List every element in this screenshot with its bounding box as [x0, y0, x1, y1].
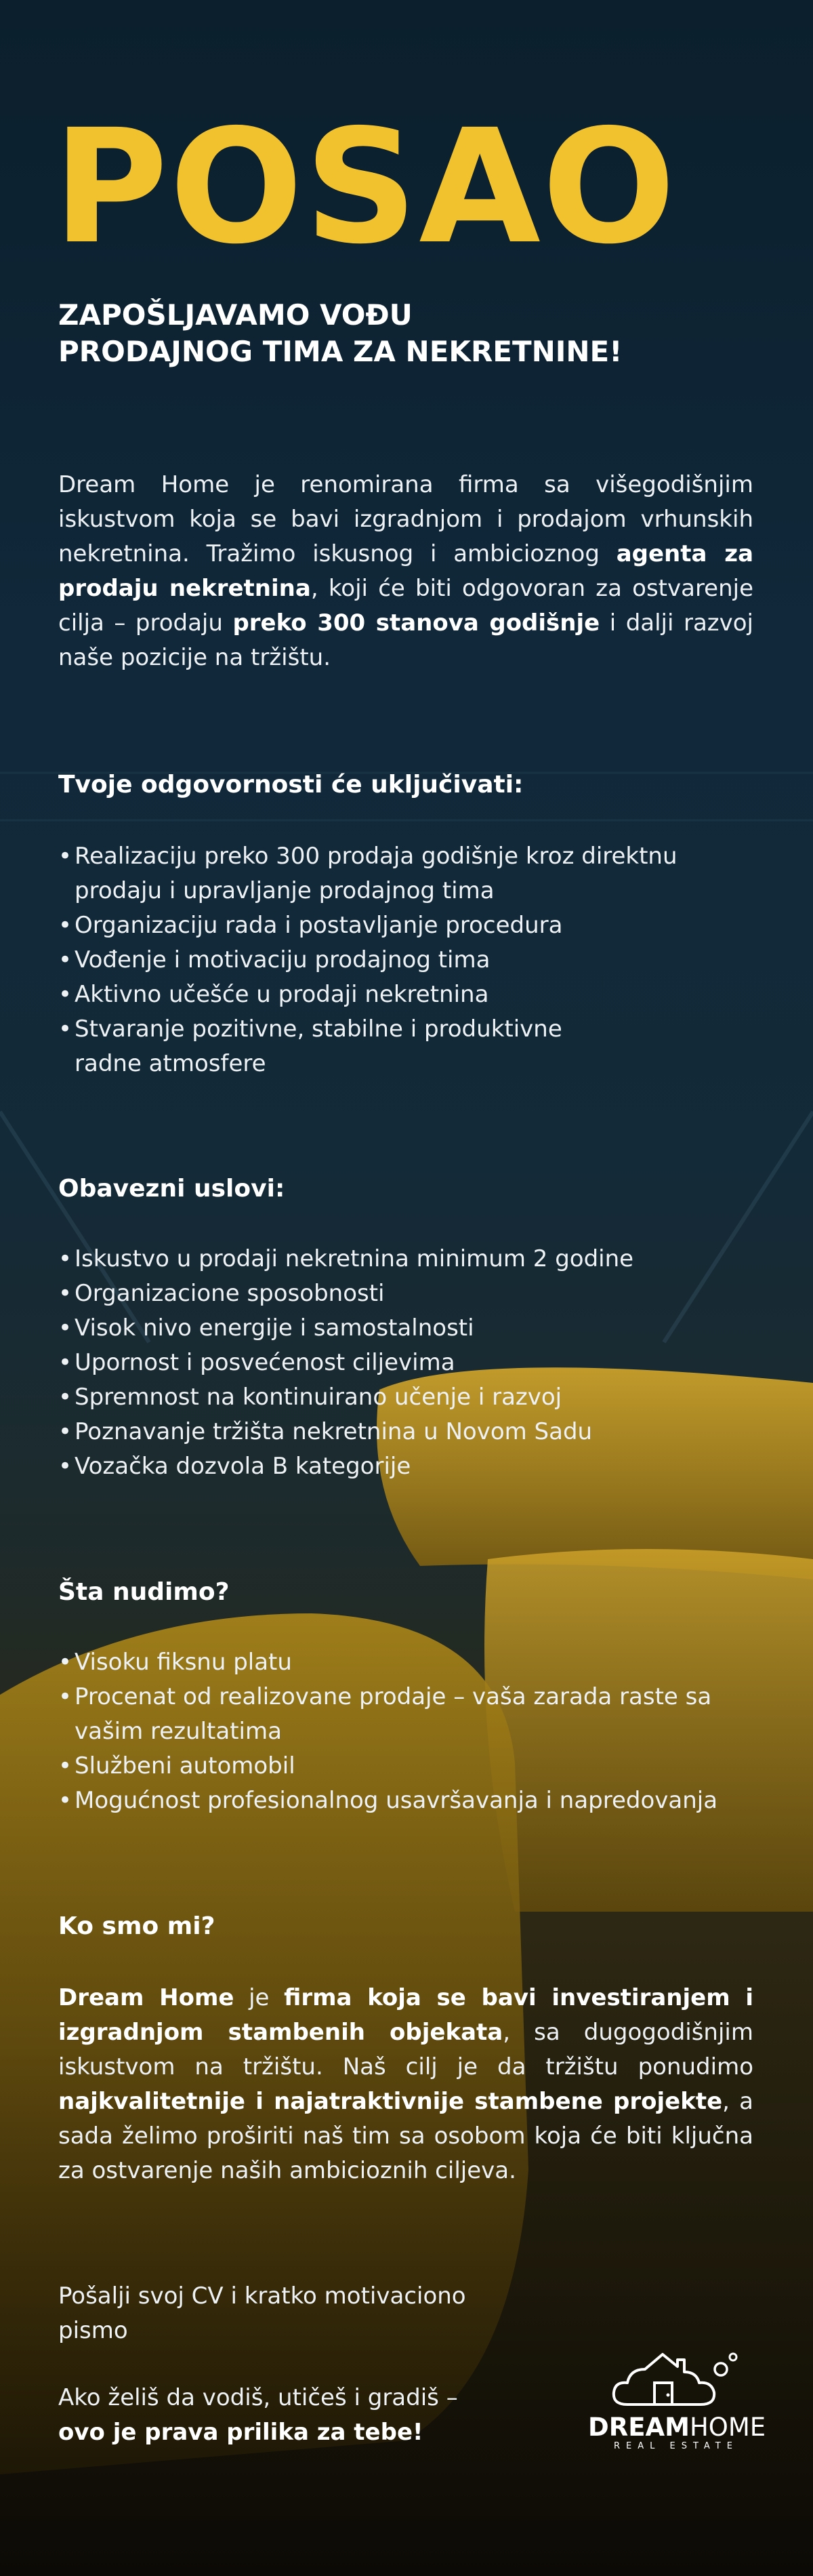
intro-text-3: i dalji razvoj naše pozicije na tržištu. [58, 609, 753, 671]
list-item: • Vozačka dozvola B kategorije [58, 1449, 776, 1484]
list-item: • Visok nivo energije i samostalnosti [58, 1311, 776, 1346]
closing-line: Ako želiš da vodiš, utičeš i gradiš – [58, 2384, 458, 2411]
intro-text-2: , koji će biti odgovoran za ostvarenje cilja – prodaju [58, 575, 754, 637]
house-cloud-icon [588, 2342, 764, 2413]
about-heading: Ko smo mi? [58, 1912, 215, 1940]
about-text-3: , a sada želimo proširiti naš tim sa osobom koja će biti ključna za ostvarenje naših ambicioznih ciljeva. [58, 2088, 754, 2184]
intro-text-1: Dream Home je renomirana firma sa višegodišnjim iskustvom koja se bavi izgradnjom i prodajom vrhunskih nekretnina. Tražimo iskusnog i ambicioznog [58, 471, 753, 567]
logo-wordmark [588, 2414, 764, 2441]
list-item: • Mogućnost profesionalnog usavršavanja i napredovanja [58, 1784, 776, 1818]
requirements-list [58, 1242, 776, 1484]
intro-bold-1: agenta za prodaju nekretnina [58, 540, 754, 602]
list-item: • Organizacione sposobnosti [58, 1276, 776, 1311]
intro-bold-2: preko 300 stanova godišnje [232, 609, 600, 637]
logo-word-home: HOME [689, 2413, 766, 2442]
about-bold-2: firma koja se bavi investiranjem i izgradnjom stambenih objekata [58, 1984, 754, 2046]
list-item: • Aktivno učešće u prodaji nekretnina [58, 978, 722, 1012]
list-item: • Stvaranje pozitivne, stabilne i produktivne radne atmosfere [58, 1012, 614, 1081]
closing-text [58, 2381, 492, 2450]
intro-paragraph [58, 468, 753, 675]
list-item: • Spremnost na kontinuirano učenje i razvoj [58, 1380, 776, 1415]
about-paragraph [58, 1981, 753, 2188]
page-title: POSAO [53, 96, 678, 279]
offer-heading: Šta nudimo? [58, 1578, 230, 1606]
list-item: • Procenat od realizovane prodaje – vaša zarada raste sa vašim rezultatima [58, 1680, 776, 1749]
logo-word-dream: DREAM [588, 2413, 690, 2442]
list-item: • Službeni automobil [58, 1749, 776, 1784]
list-item: • Upornost i posvećenost ciljevima [58, 1346, 776, 1380]
about-text-1: je [234, 1984, 285, 2011]
page-subtitle [58, 297, 736, 370]
responsibilities-list [58, 839, 722, 1081]
cv-instruction: Pošalji svoj CV i kratko motivaciono pismo [58, 2282, 466, 2344]
list-item: • Poznavanje tržišta nekretnina u Novom Sadu [58, 1415, 776, 1449]
subtitle-line-2: PRODAJNOG TIMA ZA NEKRETNINE! [58, 335, 623, 368]
about-bold-1: Dream Home [58, 1984, 234, 2011]
dream-home-logo [588, 2342, 764, 2451]
responsibilities-heading: Tvoje odgovornosti će uključivati: [58, 771, 524, 799]
about-text-2: , sa dugogodišnjim iskustvom na tržištu. Naš cilj je da tržištu ponudimo [58, 2019, 753, 2080]
requirements-heading: Obavezni uslovi: [58, 1175, 285, 1203]
closing-bold-line: ovo je prava prilika za tebe! [58, 2419, 423, 2446]
list-item: • Vođenje i motivaciju prodajnog tima [58, 943, 722, 978]
offer-list [58, 1645, 776, 1818]
list-item: • Iskustvo u prodaji nekretnina minimum 2 godine [58, 1242, 776, 1276]
about-bold-3: najkvalitetnije i najatraktivnije stambene projekte [58, 2088, 723, 2115]
logo-tagline: REAL ESTATE [614, 2441, 738, 2451]
subtitle-line-1: ZAPOŠLJAVAMO VOĐU [58, 298, 413, 331]
list-item: • Organizaciju rada i postavljanje procedura [58, 908, 722, 943]
list-item: • Realizaciju preko 300 prodaja godišnje kroz direktnu prodaju i upravljanje prodajnog tima [58, 839, 722, 908]
list-item: • Visoku fiksnu platu [58, 1645, 776, 1680]
